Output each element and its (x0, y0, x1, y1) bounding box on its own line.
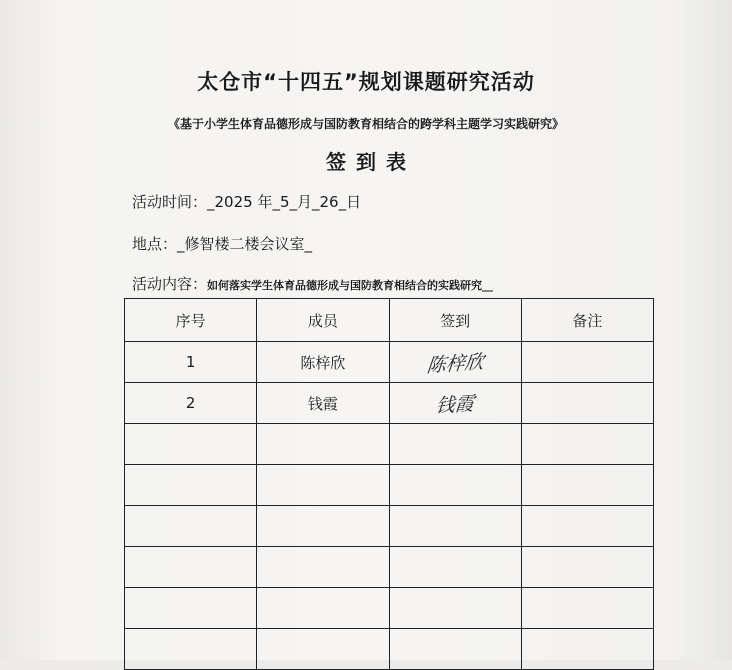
table-row (125, 465, 654, 506)
cell-note (521, 506, 653, 547)
cell-signature (389, 629, 521, 670)
cell-index (125, 506, 257, 547)
activity-place-value: _修智楼二楼会议室_ (177, 235, 313, 253)
cell-index (125, 424, 257, 465)
cell-index (125, 547, 257, 588)
cell-member (257, 629, 389, 670)
table-row (125, 588, 654, 629)
table-row (125, 424, 654, 465)
handwritten-signature: 钱霞 (434, 392, 476, 417)
header-index: 序号 (125, 299, 257, 342)
handwritten-signature: 陈梓欣 (425, 350, 485, 377)
cell-index (125, 588, 257, 629)
header-member: 成员 (257, 299, 389, 342)
table-header-row (125, 299, 654, 342)
activity-content-value: 如何落实学生体育品德形成与国防教育相结合的实践研究__ (207, 279, 494, 292)
cell-note (521, 465, 653, 506)
cell-signature (389, 588, 521, 629)
activity-time-label: 活动时间： (132, 193, 208, 211)
cell-note (521, 342, 653, 383)
table-row (125, 629, 654, 670)
table-row (125, 506, 654, 547)
cell-signature (389, 506, 521, 547)
sheet-title: 签到表 (326, 150, 416, 174)
cell-member (257, 506, 389, 547)
cell-index (125, 629, 257, 670)
cell-note (521, 383, 653, 424)
cell-note (521, 588, 653, 629)
activity-place-label: 地点： (132, 235, 178, 253)
cell-member: 钱霞 (257, 383, 389, 424)
cell-note (521, 547, 653, 588)
cell-member (257, 588, 389, 629)
cell-index (125, 465, 257, 506)
activity-content-label: 活动内容： (132, 275, 208, 293)
signin-table (124, 298, 654, 670)
cell-note (521, 424, 653, 465)
cell-signature (389, 465, 521, 506)
activity-content-line (132, 273, 493, 294)
table-row (125, 383, 654, 424)
header-signature: 签到 (389, 299, 521, 342)
table-row (125, 547, 654, 588)
header-note: 备注 (521, 299, 653, 342)
document-title: 太仓市“十四五”规划课题研究活动 (197, 70, 535, 94)
cell-member (257, 424, 389, 465)
cell-signature (389, 342, 521, 383)
cell-member (257, 547, 389, 588)
cell-signature (389, 383, 521, 424)
cell-signature (389, 424, 521, 465)
activity-place-line (132, 233, 312, 254)
table-row (125, 342, 654, 383)
cell-member (257, 465, 389, 506)
activity-time-line (132, 191, 361, 212)
cell-index: 1 (125, 342, 257, 383)
document-subtitle: 《基于小学生体育品德形成与国防教育相结合的跨学科主题学习实践研究》 (167, 117, 564, 131)
activity-time-value: _2025 年_5_月_26_日 (207, 193, 362, 211)
cell-index: 2 (125, 383, 257, 424)
cell-signature (389, 547, 521, 588)
cell-note (521, 629, 653, 670)
cell-member: 陈梓欣 (257, 342, 389, 383)
